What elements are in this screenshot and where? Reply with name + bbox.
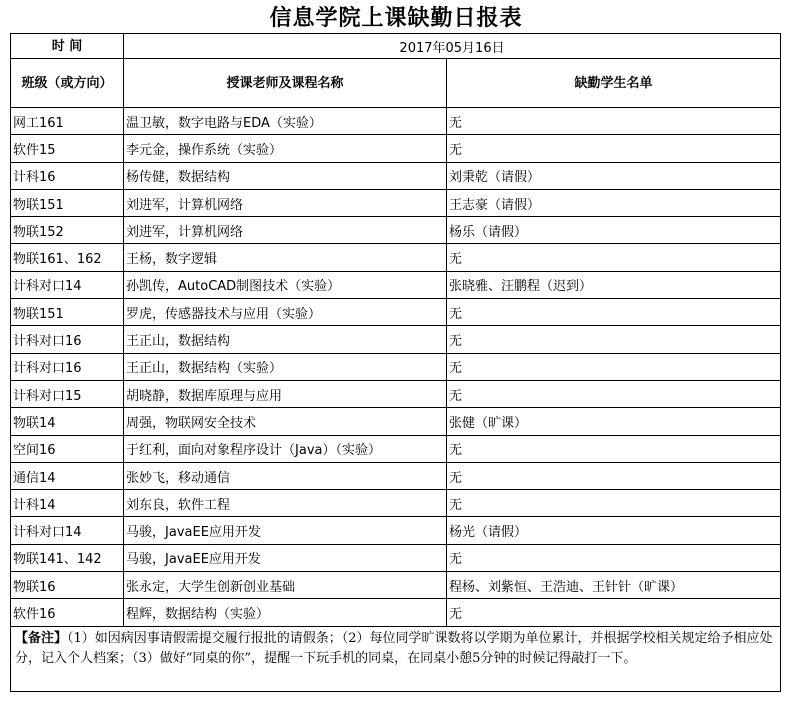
cell-teacher-course: 马骏，JavaEE应用开发	[124, 517, 447, 544]
notes-cell	[11, 626, 781, 691]
table-row	[11, 135, 781, 162]
table-row	[11, 217, 781, 244]
notes-label: 【备注】	[15, 630, 68, 646]
cell-teacher-course: 温卫敏，数字电路与EDA（实验）	[124, 108, 447, 135]
table-row	[11, 271, 781, 298]
cell-teacher-course: 刘进军，计算机网络	[124, 189, 447, 216]
cell-absent: 无	[446, 135, 780, 162]
cell-absent: 刘秉乾（请假）	[446, 162, 780, 189]
cell-teacher-course: 于红利，面向对象程序设计（Java）（实验）	[124, 435, 447, 462]
header-class: 班级（或方向）	[11, 59, 124, 108]
cell-teacher-course: 马骏，JavaEE应用开发	[124, 544, 447, 571]
cell-class: 通信14	[11, 462, 124, 489]
cell-class: 计科对口16	[11, 326, 124, 353]
table-row	[11, 599, 781, 626]
date-value: 2017年05月16日	[124, 34, 781, 59]
cell-class: 计科对口14	[11, 271, 124, 298]
cell-class: 计科14	[11, 490, 124, 517]
cell-class: 计科对口14	[11, 517, 124, 544]
date-label: 时 间	[11, 34, 124, 59]
cell-class: 物联161、162	[11, 244, 124, 271]
table-row	[11, 544, 781, 571]
cell-teacher-course: 孙凯传，AutoCAD制图技术（实验）	[124, 271, 447, 298]
table-row	[11, 299, 781, 326]
cell-class: 空间16	[11, 435, 124, 462]
cell-teacher-course: 张永定，大学生创新创业基础	[124, 572, 447, 599]
cell-teacher-course: 李元金，操作系统（实验）	[124, 135, 447, 162]
cell-absent: 无	[446, 462, 780, 489]
cell-absent: 杨乐（请假）	[446, 217, 780, 244]
table-row	[11, 572, 781, 599]
table-row	[11, 380, 781, 407]
cell-teacher-course: 罗虎，传感器技术与应用（实验）	[124, 299, 447, 326]
cell-teacher-course: 周强，物联网安全技术	[124, 408, 447, 435]
cell-class: 物联141、142	[11, 544, 124, 571]
header-row	[11, 59, 781, 108]
cell-class: 软件15	[11, 135, 124, 162]
attendance-table	[10, 33, 781, 692]
header-absent-students: 缺勤学生名单	[446, 59, 780, 108]
cell-teacher-course: 程辉，数据结构（实验）	[124, 599, 447, 626]
cell-class: 物联151	[11, 299, 124, 326]
cell-absent: 无	[446, 380, 780, 407]
cell-class: 物联16	[11, 572, 124, 599]
table-row	[11, 244, 781, 271]
page-title: 信息学院上课缺勤日报表	[269, 5, 523, 31]
cell-absent: 王志豪（请假）	[446, 189, 780, 216]
cell-class: 物联151	[11, 189, 124, 216]
cell-absent: 无	[446, 544, 780, 571]
table-row	[11, 490, 781, 517]
cell-teacher-course: 王正山，数据结构	[124, 326, 447, 353]
cell-teacher-course: 杨传健，数据结构	[124, 162, 447, 189]
table-row	[11, 108, 781, 135]
notes-row	[11, 626, 781, 691]
header-teacher-course: 授课老师及课程名称	[124, 59, 447, 108]
cell-absent: 无	[446, 299, 780, 326]
table-row	[11, 326, 781, 353]
cell-class: 网工161	[11, 108, 124, 135]
table-row	[11, 162, 781, 189]
cell-teacher-course: 胡晓静，数据库原理与应用	[124, 380, 447, 407]
table-row	[11, 408, 781, 435]
notes-text: （1）如因病因事请假需提交履行报批的请假条；（2）每位同学旷课数将以学期为单位累计，并根据学校相关规定给予相应处分，记入个人档案；（3）做好“同桌的你”，提醒一下玩手机的同桌，在同桌小憩5分钟的时候记得敲打一下。	[15, 630, 773, 666]
date-row	[11, 34, 781, 59]
cell-absent: 无	[446, 244, 780, 271]
cell-absent: 无	[446, 490, 780, 517]
cell-class: 物联152	[11, 217, 124, 244]
cell-absent: 杨光（请假）	[446, 517, 780, 544]
cell-absent: 无	[446, 599, 780, 626]
cell-absent: 无	[446, 108, 780, 135]
cell-teacher-course: 张妙飞，移动通信	[124, 462, 447, 489]
cell-class: 计科对口16	[11, 353, 124, 380]
cell-teacher-course: 刘东良，软件工程	[124, 490, 447, 517]
cell-absent: 无	[446, 353, 780, 380]
cell-absent: 程杨、刘紫恒、王浩迪、王针针（旷课）	[446, 572, 780, 599]
cell-teacher-course: 王正山，数据结构（实验）	[124, 353, 447, 380]
cell-absent: 张健（旷课）	[446, 408, 780, 435]
cell-class: 计科16	[11, 162, 124, 189]
table-row	[11, 189, 781, 216]
cell-absent: 无	[446, 435, 780, 462]
cell-absent: 张晓雅、汪鹏程（迟到）	[446, 271, 780, 298]
table-row	[11, 462, 781, 489]
cell-class: 计科对口15	[11, 380, 124, 407]
cell-teacher-course: 王杨，数字逻辑	[124, 244, 447, 271]
cell-absent: 无	[446, 326, 780, 353]
table-row	[11, 435, 781, 462]
cell-class: 软件16	[11, 599, 124, 626]
table-row	[11, 517, 781, 544]
cell-teacher-course: 刘进军，计算机网络	[124, 217, 447, 244]
cell-class: 物联14	[11, 408, 124, 435]
table-row	[11, 353, 781, 380]
